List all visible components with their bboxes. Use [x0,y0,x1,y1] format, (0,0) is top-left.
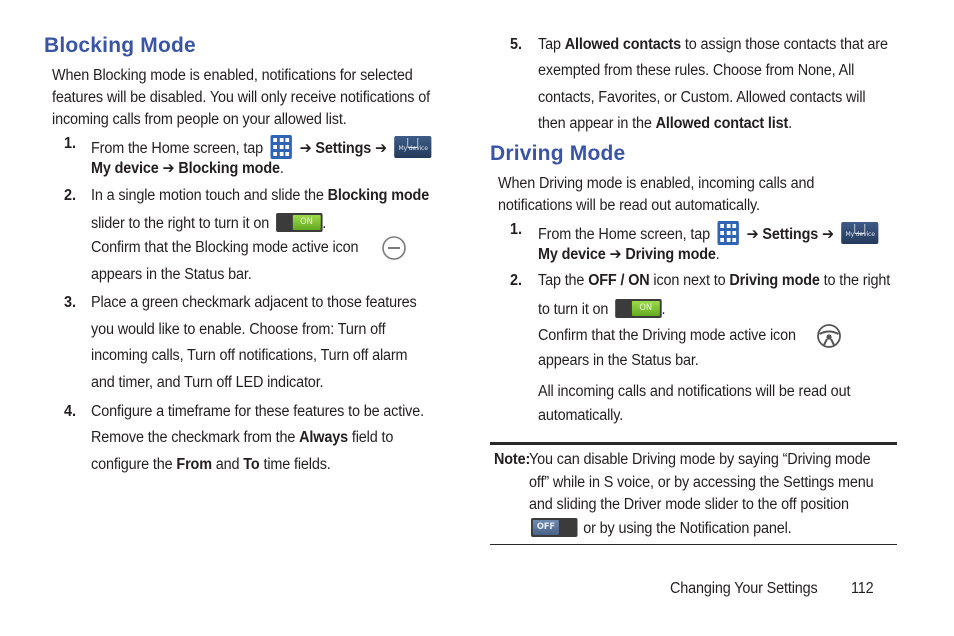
blocking-step3-line2: you would like to enable. Choose from: Turn off [91,321,386,338]
blocking-mode-status-icon [381,235,407,261]
blocking-step3-line1: Place a green checkmark adjacent to those features [91,294,417,311]
slider-on-icon: ON [615,299,662,318]
step-number: 4. [64,403,77,420]
page-number: 112 [851,580,874,597]
arrow-icon: ➔ [375,140,387,157]
driving-step2-line1: Tap the OFF / ON icon next to Driving mode to the right [538,272,891,289]
note-top-rule [490,442,897,445]
step-number: 5. [510,36,523,53]
arrow-icon: ➔ [609,246,622,263]
driving-step1-line1: From the Home screen, tap ➔ Settings ➔ My device [538,221,879,245]
apps-grid-icon [718,221,739,245]
blocking-intro-line-1: When Blocking mode is enabled, notifications for selected [52,67,413,84]
blocking-intro-line-2: features will be disabled. You will only receive notifications of [52,89,430,106]
driving-step2-line3: Confirm that the Driving mode active icon [538,327,796,344]
step-number: 3. [64,294,77,311]
arrow-icon: ➔ [822,226,834,243]
blocking-step2-line3: Confirm that the Blocking mode active icon [91,239,359,256]
arrow-icon: ➔ [746,226,759,243]
driving-step2-line6: automatically. [538,407,624,424]
step5-line4: then appear in the Allowed contact list. [538,115,793,132]
blocking-mode-heading: Blocking Mode [44,34,196,57]
my-device-settings-icon: My device [842,222,879,244]
blocking-step2-line2: slider to the right to turn it on ON . [91,215,327,232]
slider-off-icon: OFF [531,518,578,537]
apps-grid-icon [271,135,292,159]
step-number: 1. [510,221,523,238]
blocking-step3-line3: incoming calls, Turn off notifications, Turn off alarm [91,347,408,364]
driving-intro-line-2: notifications will be read out automatically. [498,197,760,214]
blocking-step1-line2: My device ➔ Blocking mode. [91,160,284,177]
arrow-icon: ➔ [162,160,175,177]
note-line-4: OFF or by using the Notification panel. [531,518,792,538]
steering-wheel-icon [816,323,842,349]
note-line-2: off” while in S voice, or by accessing the Settings menu [529,474,874,491]
step-number: 2. [510,272,523,289]
blocking-step2-line4: appears in the Status bar. [91,266,252,283]
blocking-step3-line4: and timer, and Turn off LED indicator. [91,374,324,391]
step5-line2: exempted from these rules. Choose from None, All [538,62,855,79]
driving-step1-line2: My device ➔ Driving mode. [538,246,720,263]
driving-mode-heading: Driving Mode [490,142,626,165]
note-bottom-rule [490,544,897,545]
blocking-step4-line1: Configure a timeframe for these features to be active. [91,403,424,420]
driving-intro-line-1: When Driving mode is enabled, incoming calls and [498,175,815,192]
blocking-intro-line-3: incoming calls from people on your allowed list. [52,111,347,128]
driving-step2-line2: to turn it on ON . [538,301,666,318]
blocking-step1-line1: From the Home screen, tap ➔ Settings ➔ My device [91,135,432,159]
blocking-step4-line3: configure the From and To time fields. [91,456,331,473]
blocking-step2-line1: In a single motion touch and slide the Blocking mode [91,187,430,204]
step-number: 2. [64,187,77,204]
footer-section-title: Changing Your Settings [670,580,818,597]
step-number: 1. [64,135,77,152]
arrow-icon: ➔ [299,140,312,157]
driving-step2-line4: appears in the Status bar. [538,352,699,369]
note-label: Note: [494,451,531,468]
driving-step2-line5: All incoming calls and notifications will be read out [538,383,851,400]
blocking-step4-line2: Remove the checkmark from the Always field to [91,429,394,446]
note-line-3: and sliding the Driver mode slider to the off position [529,496,849,513]
slider-on-icon: ON [276,213,323,232]
note-line-1: You can disable Driving mode by saying “Driving mode [529,451,871,468]
step5-line3: contacts, Favorites, or Custom. Allowed contacts will [538,89,866,106]
step5-line1: Tap Allowed contacts to assign those contacts that are [538,36,888,53]
my-device-settings-icon: My device [395,136,432,158]
